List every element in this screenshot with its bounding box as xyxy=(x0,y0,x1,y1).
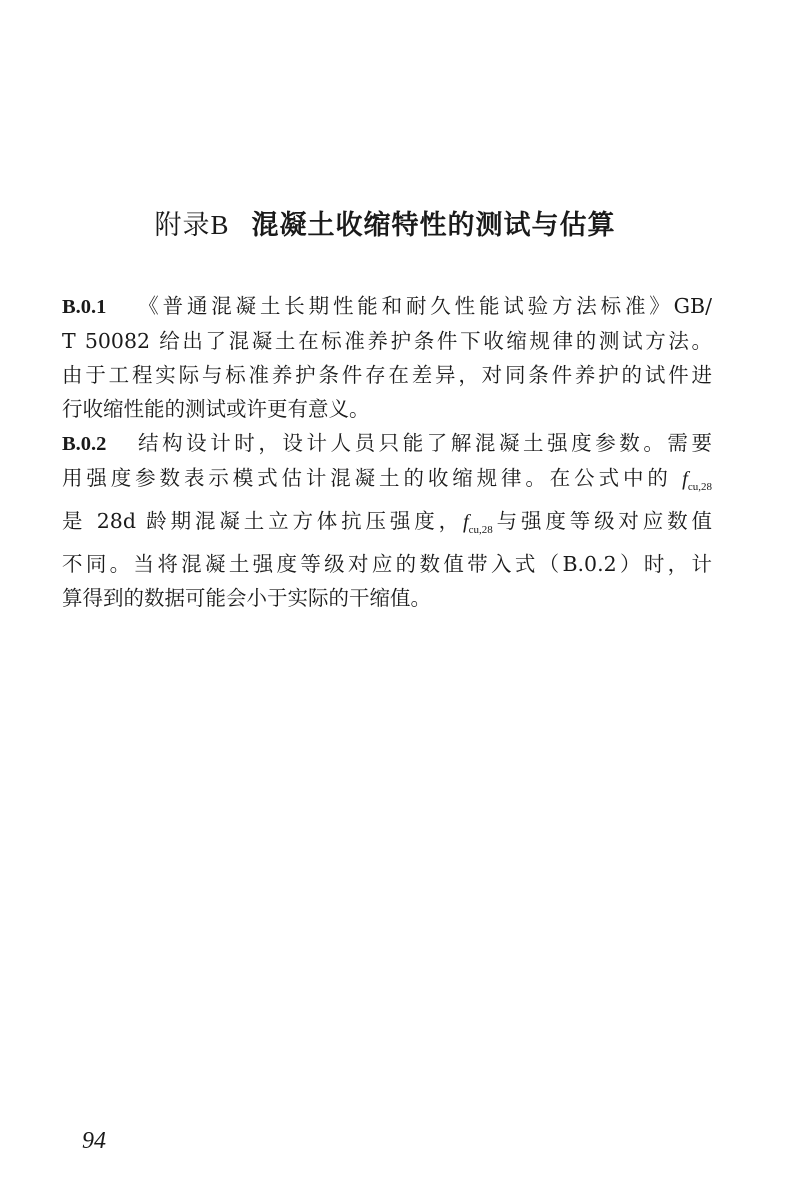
page-number: 94 xyxy=(82,1128,106,1154)
appendix-code: 附录B xyxy=(154,210,230,240)
section-b01 xyxy=(62,289,712,426)
symbol-fcu28 xyxy=(682,468,712,494)
symbol-sub: cu,28 xyxy=(687,481,712,494)
paragraph-line: T 50082 给出了混凝土在标准养护条件下收缩规律的测试方法。 xyxy=(62,329,712,353)
appendix-title xyxy=(0,203,770,242)
paragraph-line xyxy=(62,461,712,504)
paragraph-line: 由于工程实际与标准养护条件存在差异，对同条件养护的试件进 xyxy=(62,363,712,387)
line-text: 《普通混凝土长期性能和耐久性能试验方法标准》GB/ xyxy=(134,294,712,318)
line-text: 用强度参数表示模式估计混凝土的收缩规律。在公式中的 xyxy=(62,466,672,490)
paragraph-line xyxy=(62,289,712,324)
symbol-sub: cu,28 xyxy=(468,524,493,537)
paragraph-line xyxy=(62,504,712,547)
paragraph-line: 算得到的数据可能会小于实际的干缩值。 xyxy=(62,586,431,611)
document-body xyxy=(62,289,712,615)
line-text: 结构设计时，设计人员只能了解混凝土强度参数。需要 xyxy=(134,431,712,455)
section-b02 xyxy=(62,426,712,615)
appendix-title-text: 混凝土收缩特性的测试与估算 xyxy=(251,210,616,241)
symbol-fcu28 xyxy=(462,511,493,537)
clause-number: B.0.1 xyxy=(62,296,107,318)
symbol-f: f xyxy=(462,511,469,534)
line-text: 与强度等级对应数值 xyxy=(492,509,713,534)
paragraph-line xyxy=(62,426,712,461)
clause-number: B.0.2 xyxy=(62,433,107,455)
symbol-f: f xyxy=(682,468,688,490)
paragraph-line: 不同。当将混凝土强度等级对应的数值带入式（B.0.2）时，计 xyxy=(62,552,712,577)
paragraph-line: 行收缩性能的测试或许更有意义。 xyxy=(62,397,370,421)
line-text: 是 28d 龄期混凝土立方体抗压强度， xyxy=(62,509,463,534)
